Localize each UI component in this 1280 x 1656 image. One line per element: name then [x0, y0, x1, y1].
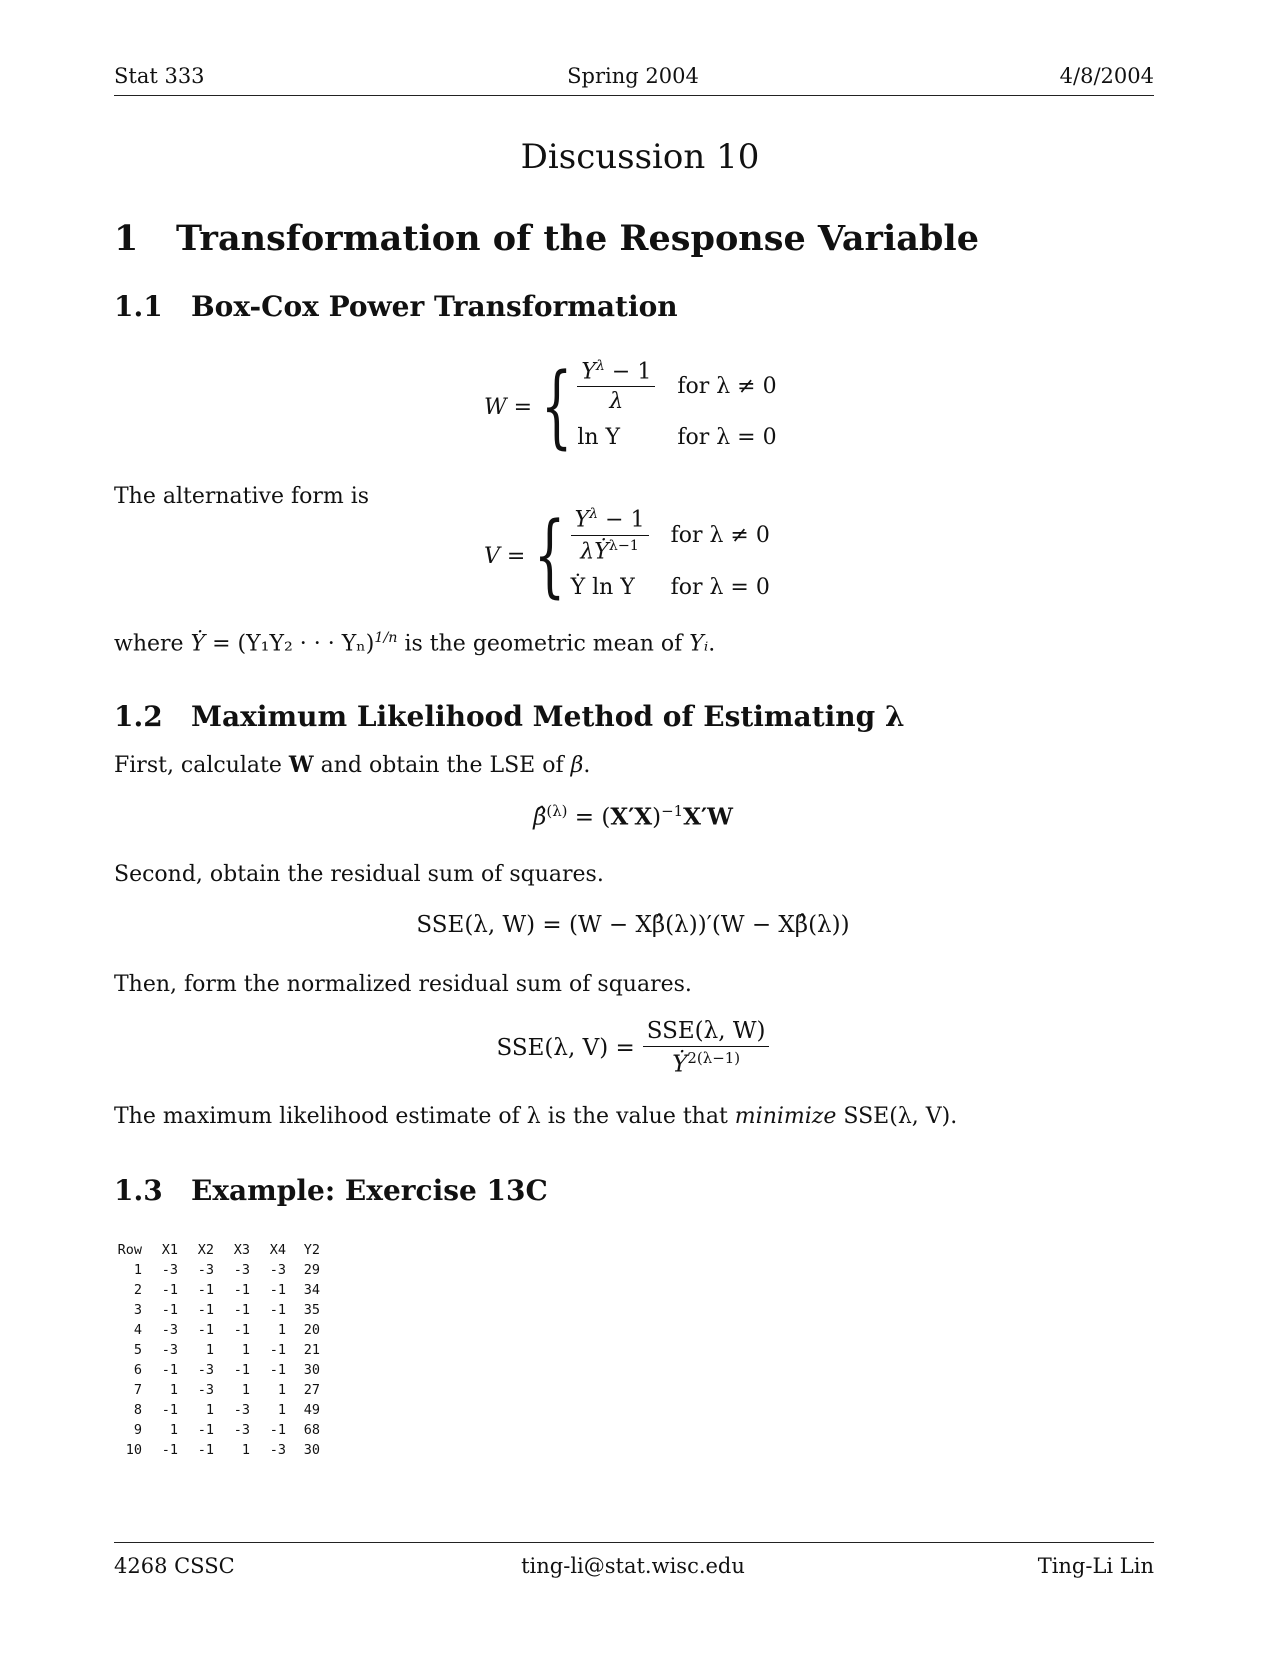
eq-w-lhs: W =	[484, 394, 533, 420]
table-row	[112, 1380, 320, 1400]
table-cell: -3	[233, 1402, 250, 1418]
table-cell: 1	[277, 1322, 286, 1338]
subsection-number: 1.3	[114, 1174, 163, 1207]
table-cell: 9	[133, 1422, 142, 1438]
table-cell: 5	[133, 1342, 142, 1358]
table-cell: 1	[277, 1402, 286, 1418]
table-row	[112, 1320, 320, 1340]
eq-v-case2: Ẏ ln Y	[570, 574, 635, 600]
first-step-text: First, calculate W and obtain the LSE of β.	[114, 752, 591, 778]
table-cell: -3	[269, 1262, 286, 1278]
subsection-title: Box-Cox Power Transformation	[191, 290, 678, 323]
table-cell: -1	[197, 1302, 214, 1318]
left-brace-icon: {	[534, 503, 566, 608]
eq-ssev-fraction: $\frac{\text{SSE(λ, W)}}{Ẏ^{2(\lambda-1)}}$	[643, 1018, 770, 1078]
table-row	[112, 1400, 320, 1420]
table-cell: -3	[233, 1422, 250, 1438]
table-cell: -1	[233, 1362, 250, 1378]
footer-email: ting-li@stat.wisc.edu	[521, 1554, 745, 1578]
footer-author: Ting-Li Lin	[1037, 1554, 1154, 1578]
table-cell: -1	[161, 1362, 178, 1378]
table-cell: 1	[169, 1382, 178, 1398]
subsection-heading-1-2	[114, 700, 905, 733]
table-cell: 1	[169, 1422, 178, 1438]
table-row	[112, 1360, 320, 1380]
header-course: Stat 333	[114, 64, 205, 88]
eq-v-cond1: for λ ≠ 0	[670, 522, 770, 548]
alt-form-text: The alternative form is	[114, 484, 370, 509]
table-cell: -1	[233, 1282, 250, 1298]
equation-boxcox-w	[484, 356, 777, 458]
table-cell: 1	[241, 1382, 250, 1398]
table-cell: 21	[303, 1342, 320, 1358]
table-cell: -1	[197, 1282, 214, 1298]
table-cell: -3	[197, 1362, 214, 1378]
subsection-number: 1.1	[114, 290, 163, 323]
table-cell: -1	[233, 1302, 250, 1318]
footer-office: 4268 CSSC	[114, 1554, 235, 1578]
left-brace-icon: {	[540, 354, 573, 459]
subsection-title: Example: Exercise 13C	[191, 1174, 548, 1207]
footer-rule	[114, 1542, 1154, 1543]
table-header-row: Row X1 X2 X3 X4 Y2	[117, 1242, 320, 1258]
table-row	[112, 1340, 320, 1360]
eq-w-cond2: for λ = 0	[677, 424, 777, 450]
table-cell: 20	[303, 1322, 320, 1338]
table-cell: 35	[303, 1302, 320, 1318]
equation-sse-w: SSE(λ, W) = (W − Xβ̂(λ))′(W − Xβ̂(λ))	[416, 912, 850, 938]
subsection-title: Maximum Likelihood Method of Estimating λ	[191, 700, 905, 733]
table-cell: -1	[161, 1402, 178, 1418]
header-date: 4/8/2004	[1059, 64, 1154, 88]
table-cell: -3	[161, 1342, 178, 1358]
table-cell: 30	[303, 1362, 320, 1378]
eq-v-cond2: for λ = 0	[670, 574, 770, 600]
table-row	[112, 1440, 320, 1460]
table-cell: -1	[269, 1302, 286, 1318]
second-step-text: Second, obtain the residual sum of squares.	[114, 862, 604, 887]
where-text: where Ẏ = (Y₁Y₂ · · · Yₙ)$^{1/n}$ is the geometric mean of Yᵢ.	[114, 630, 716, 657]
table-cell: -3	[233, 1262, 250, 1278]
table-cell: 3	[133, 1302, 142, 1318]
header-rule	[114, 95, 1154, 96]
table-cell: -1	[269, 1362, 286, 1378]
table-cell: 27	[303, 1382, 320, 1398]
eq-v-cases	[571, 504, 770, 608]
table-cell: 34	[303, 1282, 320, 1298]
table-cell: 2	[133, 1282, 142, 1298]
eq-w-cond1: for λ ≠ 0	[677, 373, 777, 399]
table-cell: -1	[197, 1322, 214, 1338]
table-cell: 7	[133, 1382, 142, 1398]
table-row	[112, 1260, 320, 1280]
section-heading	[114, 218, 979, 259]
eq-v-fraction: $\frac{Y^\lambda - 1}{\lambda Ẏ^{\lambda-1}}$	[571, 506, 649, 564]
table-row	[112, 1420, 320, 1440]
table-cell: 1	[241, 1342, 250, 1358]
table-cell: -1	[233, 1322, 250, 1338]
page-title: Discussion 10	[520, 137, 760, 177]
third-step-text: Then, form the normalized residual sum of squares.	[114, 972, 692, 997]
subsection-number: 1.2	[114, 700, 163, 733]
table-cell: 29	[303, 1262, 320, 1278]
table-cell: -3	[197, 1262, 214, 1278]
equation-beta-hat: β̂$^{(\lambda)}$ = $(X'X)^{-1}X'W$	[533, 802, 733, 831]
table-cell: 4	[133, 1322, 142, 1338]
table-cell: -1	[269, 1282, 286, 1298]
table-cell: -1	[197, 1442, 214, 1458]
table-cell: -1	[161, 1302, 178, 1318]
eq-w-cases	[577, 356, 776, 458]
table-cell: 1	[205, 1342, 214, 1358]
subsection-heading-1-3	[114, 1174, 548, 1207]
table-cell: 1	[205, 1402, 214, 1418]
table-cell: -1	[269, 1342, 286, 1358]
eq-v-lhs: V =	[484, 543, 526, 569]
eq-w-fraction: $\frac{Y^\lambda - 1}{\lambda}$	[577, 358, 655, 414]
table-cell: -1	[197, 1422, 214, 1438]
table-row	[112, 1280, 320, 1300]
table-cell: -1	[161, 1282, 178, 1298]
table-row	[112, 1300, 320, 1320]
table-cell: 30	[303, 1442, 320, 1458]
eq-w-case2: ln Y	[577, 424, 621, 450]
table-cell: 6	[133, 1362, 142, 1378]
table-cell: 10	[125, 1442, 142, 1458]
equation-sse-v: SSE(λ, V) = $\frac{\text{SSE(λ, W)}}{Ẏ^{2(\lambda-1)}}$	[0, 1018, 1266, 1078]
table-cell: 8	[133, 1402, 142, 1418]
table-cell: -1	[161, 1442, 178, 1458]
section-number: 1	[114, 218, 139, 259]
table-cell: 49	[303, 1402, 320, 1418]
table-cell: -3	[197, 1382, 214, 1398]
subsection-heading-1-1	[114, 290, 678, 323]
table-cell: 1	[241, 1442, 250, 1458]
table-cell: 1	[133, 1262, 142, 1278]
equation-boxcox-v	[484, 504, 770, 608]
table-cell: -3	[161, 1322, 178, 1338]
mle-text: The maximum likelihood estimate of λ is the value that minimize SSE(λ, V).	[114, 1104, 958, 1129]
table-cell: 68	[303, 1422, 320, 1438]
table-cell: -3	[161, 1262, 178, 1278]
section-title: Transformation of the Response Variable	[176, 218, 979, 259]
table-cell: 1	[277, 1382, 286, 1398]
header-term: Spring 2004	[567, 64, 699, 88]
table-cell: -3	[269, 1442, 286, 1458]
data-table	[112, 1240, 320, 1460]
table-cell: -1	[269, 1422, 286, 1438]
